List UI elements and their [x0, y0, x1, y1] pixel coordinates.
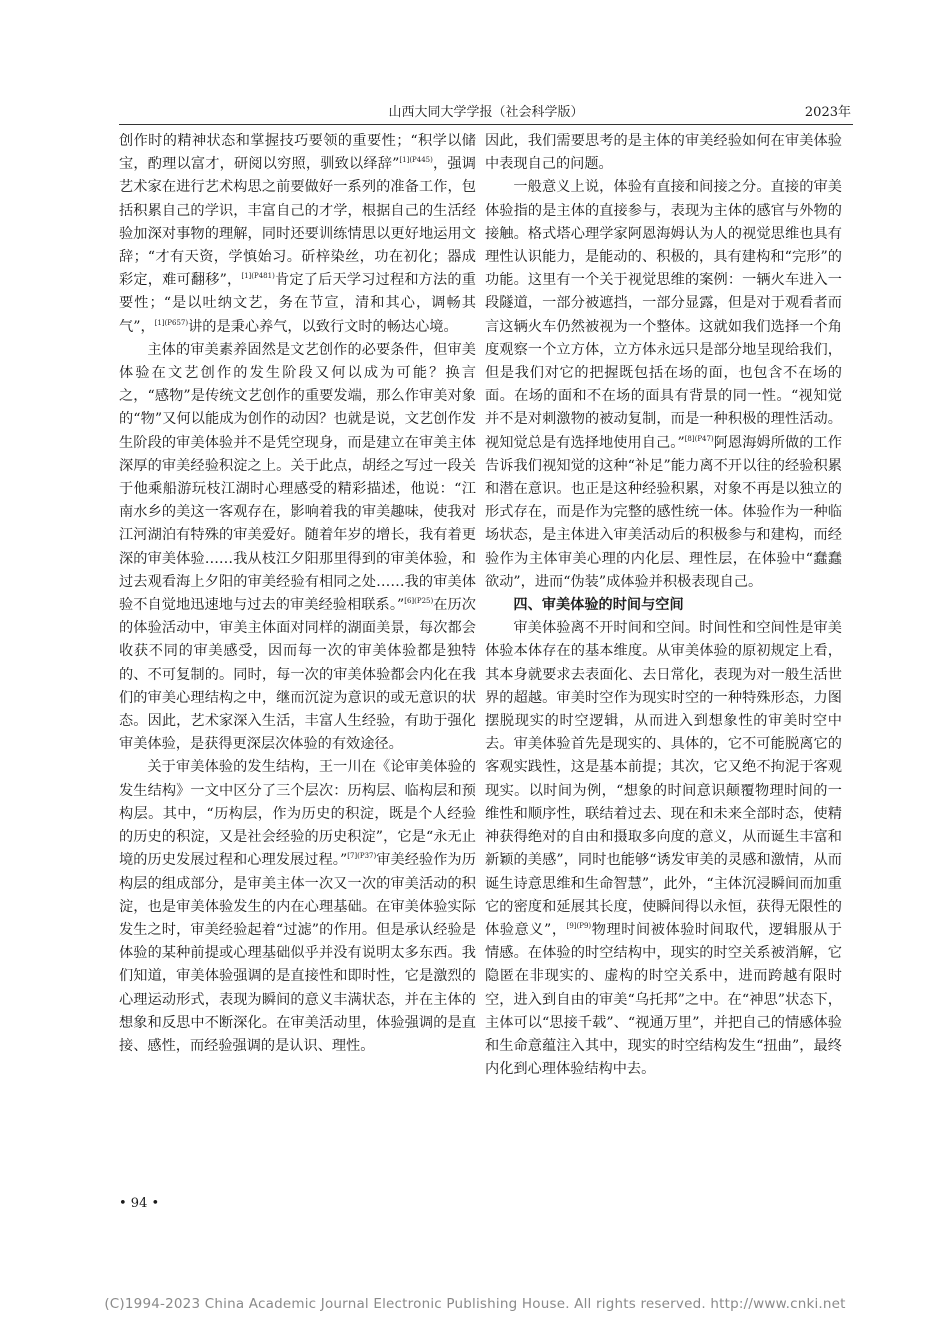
header-year: 2023年: [804, 105, 851, 120]
citation: [1](P445): [399, 156, 433, 165]
paragraph: 因此，我们需要思考的是主体的审美经验如何在审美体验中表现自己的问题。: [485, 133, 842, 173]
citation: [7](P37): [347, 852, 377, 861]
citation: [6](P25): [404, 597, 434, 606]
citation: [1](P657): [154, 318, 189, 327]
citation: [1](P481): [241, 272, 275, 281]
paragraph: 创作时的精神状态和掌握技巧要领的重要性；“积学以储宝，酌理以富才，研阅以穷照，驯致以绎辞”$^{[1](P445)}$，强调艺术家在进行艺术构思之前要做好一系列的准备工作，包括积累自己的学识，丰富自己的才学，根据自己的生活经验加深对事物的理解，同时还要训练情思以更好地运用文辞；“才有天资，学慎始习。斫梓染丝，功在初化；器成彩定，难可翻移”，$^{[1](P481)}$肯定了后天学习过程和方法的重要性；“是以吐纳文艺，务在节宣，清和其心，调畅其气”，$^{[1](P657)}$讲的是秉心养气，以致行文时的畅达心境。: [119, 133, 476, 335]
running-header: [119, 104, 853, 125]
paragraph: 关于审美体验的发生结构，王一川在《论审美体验的发生结构》一文中区分了三个层次：历构层、临构层和预构层。其中，“历构层，作为历史的积淀，既是个人经验的历史的积淀，又是社会经验的历史积淀”，它是“永无止境的历史发展过程和心理发展过程。”$^{[7](P37)}$审美经验作为历构层的组成部分，是审美主体一次又一次的审美活动的积淀，也是审美体验发生的内在心理基础。在审美体验实际发生之时，审美经验起着“过滤”的作用。但是承认经验是体验的某种前提或心理基础似乎并没有说明太多东西。我们知道，审美体验强调的是直接性和即时性，它是激烈的心理运动形式，表现为瞬间的意义丰满状态，并在主体的想象和反思中不断深化。在审美活动里，体验强调的是直接、感性，而经验强调的是认识、理性。: [119, 759, 476, 1054]
paragraph: 主体的审美素养固然是文艺创作的必要条件，但审美体验在文艺创作的发生阶段又何以成为可能？换言之，“感物”是传统文艺创作的重要发端，那么作审美对象的“物”又何以能成为创作的动因？也就是说，文艺创作发生阶段的审美体验并不是凭空现身，而是建立在审美主体深厚的审美经验积淀之上。关于此点，胡经之写过一段关于他乘船游玩枝江湖时心理感受的精彩描述，他说：“江南水乡的美这一客观存在，影响着我的审美趣味，使我对江河湖泊有特殊的审美爱好。随着年岁的增长，我有着更深的审美体验……我从枝江夕阳那里得到的审美体验，和过去观看海上夕阳的审美经验有相同之处……我的审美体验不自觉地迅速地与过去的审美经验相联系。”$^{[6](P25)}$在历次的体验活动中，审美主体面对同样的湖面美景，每次都会收获不同的审美感受，因而每一次的审美体验都是独特的、不可复制的。同时，每一次的审美体验都会内化在我们的审美心理结构之中，继而沉淀为意识的或无意识的状态。因此，艺术家深入生活，丰富人生经验，有助于强化审美体验，是获得更深层次体验的有效途径。: [119, 341, 476, 753]
citation: [9](P9): [566, 921, 592, 930]
paragraph: 一般意义上说，体验有直接和间接之分。直接的审美体验指的是主体的直接参与，表现为主体的感官与外物的接触。格式塔心理学家阿恩海姆认为人的视觉思维也具有理性认识能力，是能动的、积极的，具有建构和“完形”的功能。这里有一个关于视觉思维的案例：一辆火车进入一段隧道，一部分被遮挡，一部分显露，但是对于观看者而言这辆火车仍然被视为一个整体。这就如我们选择一个角度观察一个立方体，立方体永远只是部分地呈现给我们，但是我们对它的把握既包括在场的面，也包含不在场的面。在场的面和不在场的面具有背景的同一性。“视知觉并不是对刺激物的被动复制，而是一种积极的理性活动。视知觉总是有选择地使用自己。”$^{[8](P47)}$阿恩海姆所做的工作告诉我们视知觉的这种“补足”能力离不开以往的经验积累和潜在意识。也正是这种经验积累，对象不再是以独立的形式存在，而是作为完整的感性统一体。体验作为一种临场状态，是主体进入审美活动后的积极参与和建构，而经验作为主体审美心理的内化层、理性层，在体验中“蠢蠢欲动”，进而“伪装”成体验并积极表现自己。: [485, 179, 842, 590]
journal-title: 山西大同大学学报（社会科学版）: [388, 105, 584, 120]
paragraph: 审美体验离不开时间和空间。时间性和空间性是审美体验本体存在的基本维度。从审美体验的原初规定上看，其本身就要求去表面化、去日常化，表现为对一般生活世界的超越。审美时空作为现实时空的一种特殊形态，力图摆脱现实的时空逻辑，从而进入到想象性的审美时空中去。审美体验首先是现实的、具体的，它不可能脱离它的客观实践性，这是基本前提；其次，它又绝不拘泥于客观现实。以时间为例，“想象的时间意识颠覆物理时间的一维性和顺序性，联结着过去、现在和未来全部时态，使精神获得绝对的自由和摄取多向度的意义，从而诞生丰富和新颖的美感”，同时也能够“诱发审美的灵感和激情，从而诞生诗意思维和生命智慧”，此外，“主体沉浸瞬间而加重它的密度和延展其长度，使瞬间得以永恒，获得无限性的体验意义”，$^{[9](P9)}$物理时间被体验时间取代，逻辑服从于情感。在体验的时空结构中，现实的时空关系被消解，它隐匿在非现实的、虚构的时空关系中，进而跨越有限时空，进入到自由的审美“乌托邦”之中。在“神思”状态下，主体可以“思接千载”、“视通万里”，并把自己的情感体验和生命意蕴注入其中，现实的时空结构发生“扭曲”，最终内化到心理体验结构中去。: [485, 620, 842, 1078]
citation: [8](P47): [684, 434, 714, 443]
section-heading: 四、审美体验的时间与空间: [513, 597, 684, 614]
right-column: [485, 130, 842, 1081]
left-column: [119, 130, 476, 1058]
copyright-footer: (C)1994-2023 China Academic Journal Electronic Publishing House. All rights reserved. http://www.cnki.net: [104, 1296, 846, 1312]
page-number: • 94 •: [119, 1196, 160, 1211]
